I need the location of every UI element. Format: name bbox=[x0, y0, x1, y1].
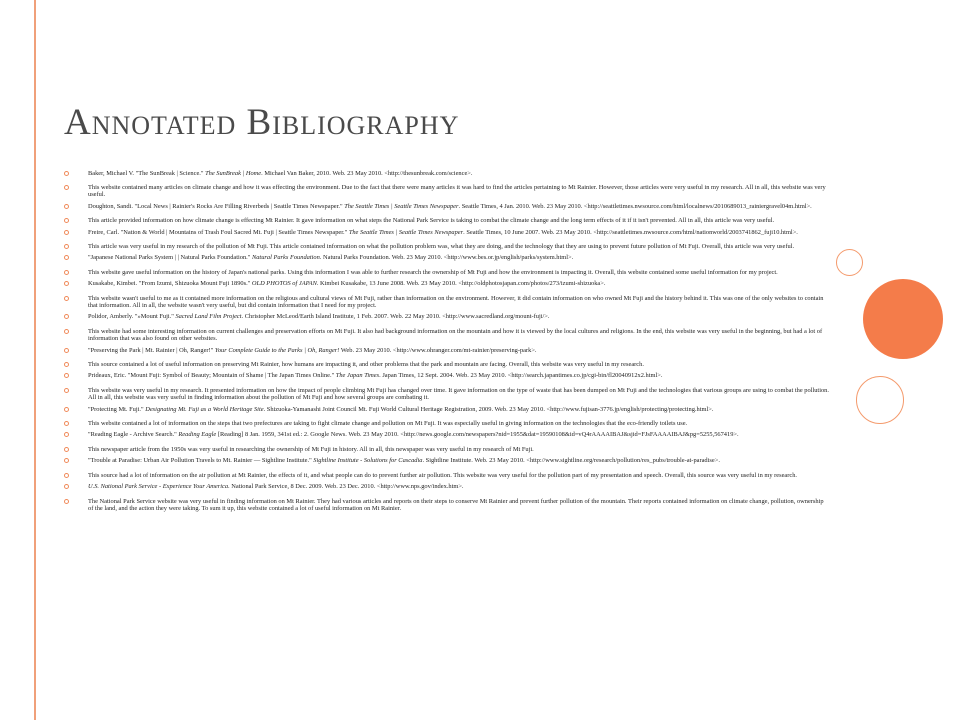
bibliography-list bbox=[62, 166, 830, 516]
annotation-item: This website contained a lot of information on the steps that two prefectures are taking to fight climate change and pollution on Mt Fuji. It was especially useful in giving information on the technologies that the eco-friendly toilets use. bbox=[62, 420, 830, 427]
citation-item: Freire, Carl. "Nation & World | Mountains of Trash Foul Sacred Mt. Fuji | Seattle Times Newspaper." The Seattle Times | Seattle Times Newspaper. Seattle Times, 10 June 2007. Web. 23 May 2010. <http://seattletimes.nwsource.com/html/nationworld/2003741862_fuji10.html>. bbox=[62, 229, 830, 236]
decorative-circle-orange bbox=[863, 279, 943, 359]
citation-item: "Protecting Mt. Fuji." Designating Mt. Fuji as a World Heritage Site. Shizuoka-Yamanashi Joint Council Mt. Fuji World Cultural Heritage Registration, 2009. Web. 23 May 2010. <http://www.fujisan-3776.jp/english/protecting/protecting.html>. bbox=[62, 406, 830, 413]
citation-item: Doughton, Sandi. "Local News | Rainier's Rocks Are Filling Riverbeds | Seattle Times Newspaper." The Seattle Times | Seattle Times Newspaper. Seattle Times, 4 Jan. 2010. Web. 23 May 2010. <http://seattletimes.nwsource.com/html/localnews/2010689013_rainiergravel04m.html>. bbox=[62, 203, 830, 210]
citation-item: "Japanese National Parks System | | Natural Parks Foundation." Natural Parks Foundation. Natural Parks Foundation. Web. 23 May 2010. <http://www.bes.or.jp/english/parks/system.html>. bbox=[62, 254, 830, 261]
citation-item: "Reading Eagle - Archive Search." Reading Eagle [Reading] 8 Jan. 1959, 341st ed.: 2. Google News. Web. 23 May 2010. <http://news.google.com/newspapers?nid=1955&dat=19590108&id=vQ4rAAAAIBAJ&sjid=FJsFAAAAIBAJ&pg=5255,567419>. bbox=[62, 431, 830, 438]
citation-item: U.S. National Park Service - Experience Your America. National Park Service, 8 Dec. 2009. Web. 23 Dec. 2010. <http://www.nps.gov/index.htm>. bbox=[62, 483, 830, 490]
citation-item: "Trouble at Paradise: Urban Air Pollution Travels to Mt. Rainier — Sightline Institute." Sightline Institute - Solutions for Cascadia. Sightline Institute. Web. 23 May 2010. <http://www.sightline.org/research/pollution/res_pubs/trouble-at-paradise>. bbox=[62, 457, 830, 464]
citation-item: Polidor, Amberly. "»Mount Fuji." Sacred Land Film Project. Christopher McLeod/Earth Island Institute, 1 Feb. 2007. Web. 22 May 2010. <http://www.sacredland.org/mount-fuji/>. bbox=[62, 313, 830, 320]
annotation-item: This website had some interesting information on current challenges and preservation efforts on Mt Fuji. It also had background information on the mountain and how it is viewed by the local cultures and religions. In the end, this website was very useful in the beginning, but had a lot of information that was also found on other websites. bbox=[62, 328, 830, 342]
annotation-item: This website wasn't useful to me as it contained more information on the religious and cultural views of Mt Fuji, rather than information on the environment. However, it did contain information on who owned Mt Fuji and the history behind it. This was one of the only websites to contain that information. All in all, the website wasn't very useful, but did contain information that I need for my project. bbox=[62, 295, 830, 309]
citation-item: Baker, Michael V. "The SunBreak | Science." The SunBreak | Home. Michael Van Baker, 2010. Web. 23 May 2010. <http://thesunbreak.com/science>. bbox=[62, 170, 830, 177]
citation-item: "Preserving the Park | Mt. Rainier | Oh, Ranger!" Your Complete Guide to the Parks | Oh, Ranger! Web. 23 May 2010. <http://www.ohranger.com/mt-rainier/preserving-park>. bbox=[62, 347, 830, 354]
annotation-item: The National Park Service website was very useful in finding information on Mt Rainier. They had various articles and reports on their steps to conserve Mt Rainier and prevent further pollution of the mountain. Their reports contained information on climate change, pollution, ownership of the land, and the action they were taking. To sum it up, this website contained a lot of useful information on Mt Rainier. bbox=[62, 498, 830, 512]
annotation-item: This article was very useful in my research of the pollution of Mt Fuji. This article contained information on what the pollution problem was, what they are doing, and the technology that they are using to prevent future pollution of Mt Fuji. Overall, this article was very useful. bbox=[62, 243, 830, 250]
annotation-item: This source had a lot of information on the air pollution at Mt Rainier, the effects of it, and what people can do to prevent further air pollution. This website was very useful for the pollution part of my presentation and speech. Overall, this source was very useful in my research. bbox=[62, 472, 830, 479]
citation-item: Kusakabe, Kimbei. "From Izumi, Shizuoka Mount Fuji 1890s." OLD PHOTOS of JAPAN. Kimbei Kusakabe, 13 June 2008. Web. 23 May 2010. <http://oldphotosjapan.com/photos/273/izumi-shizuoka>. bbox=[62, 280, 830, 287]
annotation-item: This website gave useful information on the history of Japan's national parks. Using this information I was able to further research the ownership of Mt Fuji and how the environment is impacting it. Overall, this website contained some useful information for my project. bbox=[62, 269, 830, 276]
citation-item: Prideaux, Eric. "Mount Fuji: Symbol of Beauty; Mountain of Shame | The Japan Times Online." The Japan Times. Japan Times, 12 Sept. 2004. Web. 23 May 2010. <http://search.japantimes.co.jp/cgi-bin/fl20040912x2.html>. bbox=[62, 372, 830, 379]
slide-title: Annotated Bibliography bbox=[64, 102, 460, 143]
annotation-item: This article provided information on how climate change is effecting Mt Rainier. It gave information on what steps the National Park Service is taking to combat the climate change and the long term effects of it if it isn't prevented. All in all, this article was very useful. bbox=[62, 217, 830, 224]
annotation-item: This source contained a lot of useful information on preserving Mt Rainier, how humans are impacting it, and other problems that the park and mountain are facing. Overall, this website was very useful in my research. bbox=[62, 361, 830, 368]
decorative-circle-outline bbox=[856, 376, 904, 424]
annotation-item: This website contained many articles on climate change and how it was effecting the environment. Due to the fact that there were many articles it was hard to find the articles pertaining to Mt Rainier. However, those articles were very useful in my research. All in all, this website was very useful. bbox=[62, 184, 830, 198]
annotation-item: This newspaper article from the 1950s was very useful in researching the ownership of Mt Fuji in history. All in all, this newspaper was very useful in my research of Mt Fuji. bbox=[62, 446, 830, 453]
left-accent-rule bbox=[34, 0, 36, 720]
annotation-item: This website was very useful in my research. It presented information on how the impact of people climbing Mt Fuji has changed over time. It gave information on the type of waste that has been dumped on Mt Fuji and the technologies that various groups are using to combat the pollution. All in all, this website was very useful in finding information about the pollution of Mt Fuji and how several groups are combating it. bbox=[62, 387, 830, 401]
decorative-circle-small-outline bbox=[836, 249, 863, 276]
